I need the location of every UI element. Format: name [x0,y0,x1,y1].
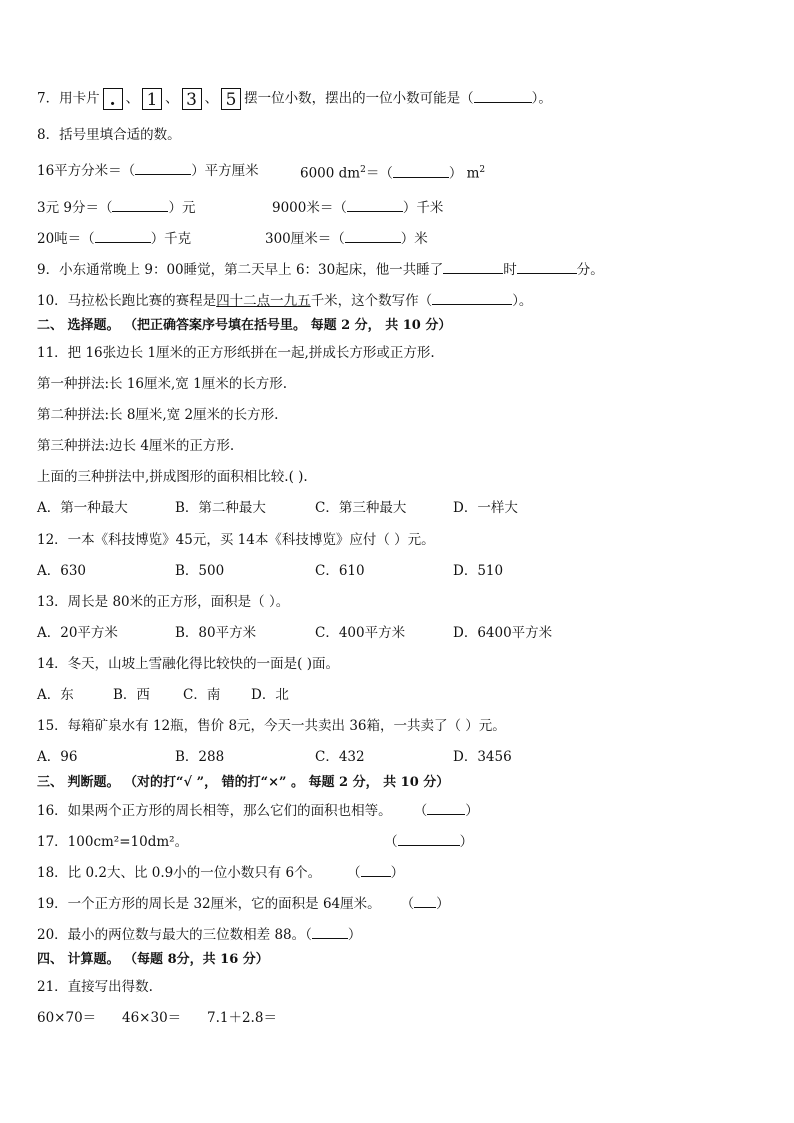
section-4-heading: 四、 计算题。 （每题 8分，共 16 分） [37,952,269,967]
question-21: 21．直接写出得数. [37,979,153,995]
q21-item-3: 7.1＋2.8＝ [207,1010,277,1026]
q11-line3: 第三种拼法:边长 4厘米的正方形. [37,438,235,454]
answer-blank[interactable] [135,161,191,175]
q13-option-a[interactable]: A．20平方米 [37,625,118,641]
q15-option-a[interactable]: A．96 [37,749,78,765]
q13-option-b[interactable]: B．80平方米 [175,625,257,641]
question-13: 13．周长是 80米的正方形，面积是（ ）。 [37,594,290,610]
q13-option-d[interactable]: D．6400平方米 [453,625,553,641]
question-15: 15．每箱矿泉水有 12瓶，售价 8元，今天一共卖出 36箱，一共卖了（ ）元。 [37,718,506,734]
answer-blank[interactable] [427,801,465,815]
q14-option-b[interactable]: B．西 [113,687,150,703]
q11-option-b[interactable]: B．第二种最大 [175,500,266,516]
section-3-heading: 三、 判断题。 （对的打“√ ”， 错的打“×” 。 每题 2 分， 共 10 分） [37,775,450,790]
answer-blank[interactable] [432,291,512,305]
answer-blank[interactable] [361,863,391,877]
answer-blank[interactable] [95,229,151,243]
q8-row2-left: 3元 9分＝（ ）元 [37,200,196,216]
q15-option-c[interactable]: C．432 [315,749,365,765]
q14-option-c[interactable]: C．南 [183,687,221,703]
question-7: 7．用卡片 . 、 1 、 3 、 5 摆一位小数，摆出的一位小数可能是（ ）。 [37,90,552,110]
q8-row1-right: 6000 $dm^2=$（ ） $m^2$ [300,165,486,182]
q12-option-a[interactable]: A．630 [37,563,87,579]
card-5: 5 [221,88,241,110]
section-2-heading: 二、 选择题。 （把正确答案序号填在括号里。 每题 2 分， 共 10 分） [37,318,452,333]
q15-option-b[interactable]: B．288 [175,749,225,765]
q11-line4: 上面的三种拼法中,拼成图形的面积相比较.( ). [37,469,308,485]
card-3: 3 [182,88,202,110]
card-dot: . [103,88,123,110]
answer-blank[interactable] [474,89,532,103]
question-16: 16．如果两个正方形的周长相等，那么它们的面积也相等。 （ ） [37,803,479,819]
q11-option-d[interactable]: D．一样大 [453,500,518,516]
answer-blank[interactable] [443,260,503,274]
q8-row3-left: 20吨＝（ ）千克 [37,231,192,247]
question-17: 17．100cm²=10dm²。 （ ） [37,834,474,850]
q21-item-1: 60×70＝ [37,1010,97,1026]
q12-option-d[interactable]: D．510 [453,563,504,579]
question-11: 11．把 16张边长 1厘米的正方形纸拼在一起,拼成长方形或正方形. [37,345,435,361]
q8-row2-right: 9000米＝（ ）千米 [272,200,444,216]
answer-blank[interactable] [112,198,168,212]
question-8: 8．括号里填合适的数。 [37,127,181,143]
q14-option-a[interactable]: A．东 [37,687,74,703]
q8-row3-right: 300厘米＝（ ）米 [265,231,428,247]
question-19: 19．一个正方形的周长是 32厘米，它的面积是 64厘米。 （ ） [37,896,450,912]
answer-blank[interactable] [517,260,577,274]
q21-item-2: 46×30＝ [122,1010,182,1026]
question-12: 12．一本《科技博览》45元，买 14本《科技博览》应付（ ）元。 [37,532,435,548]
answer-blank[interactable] [393,164,449,178]
answer-blank[interactable] [312,925,348,939]
question-10: 10．马拉松长跑比赛的赛程是四十二点一九五千米，这个数写作（ ）。 [37,293,533,309]
answer-blank[interactable] [347,198,403,212]
question-20: 20．最小的两位数与最大的三位数相差 88。（ ） [37,927,362,943]
q11-option-c[interactable]: C．第三种最大 [315,500,407,516]
q12-option-c[interactable]: C．610 [315,563,365,579]
q13-option-c[interactable]: C．400平方米 [315,625,406,641]
question-9: 9．小东通常晚上 9：00睡觉，第二天早上 6：30起床，他一共睡了 时 分。 [37,262,604,278]
q11-line2: 第二种拼法:长 8厘米,宽 2厘米的长方形. [37,407,279,423]
card-1: 1 [142,88,162,110]
answer-blank[interactable] [398,832,460,846]
q8-row1-left: 16平方分米＝（ ）平方厘米 [37,163,259,179]
q15-option-d[interactable]: D．3456 [453,749,512,765]
q11-line1: 第一种拼法:长 16厘米,宽 1厘米的长方形. [37,376,287,392]
answer-blank[interactable] [345,229,401,243]
q14-option-d[interactable]: D．北 [251,687,289,703]
question-18: 18．比 0.2大、比 0.9小的一位小数只有 6个。 （ ） [37,865,405,881]
answer-blank[interactable] [414,894,436,908]
q11-option-a[interactable]: A．第一种最大 [37,500,128,516]
q12-option-b[interactable]: B．500 [175,563,225,579]
question-14: 14．冬天，山坡上雪融化得比较快的一面是( )面。 [37,656,340,672]
